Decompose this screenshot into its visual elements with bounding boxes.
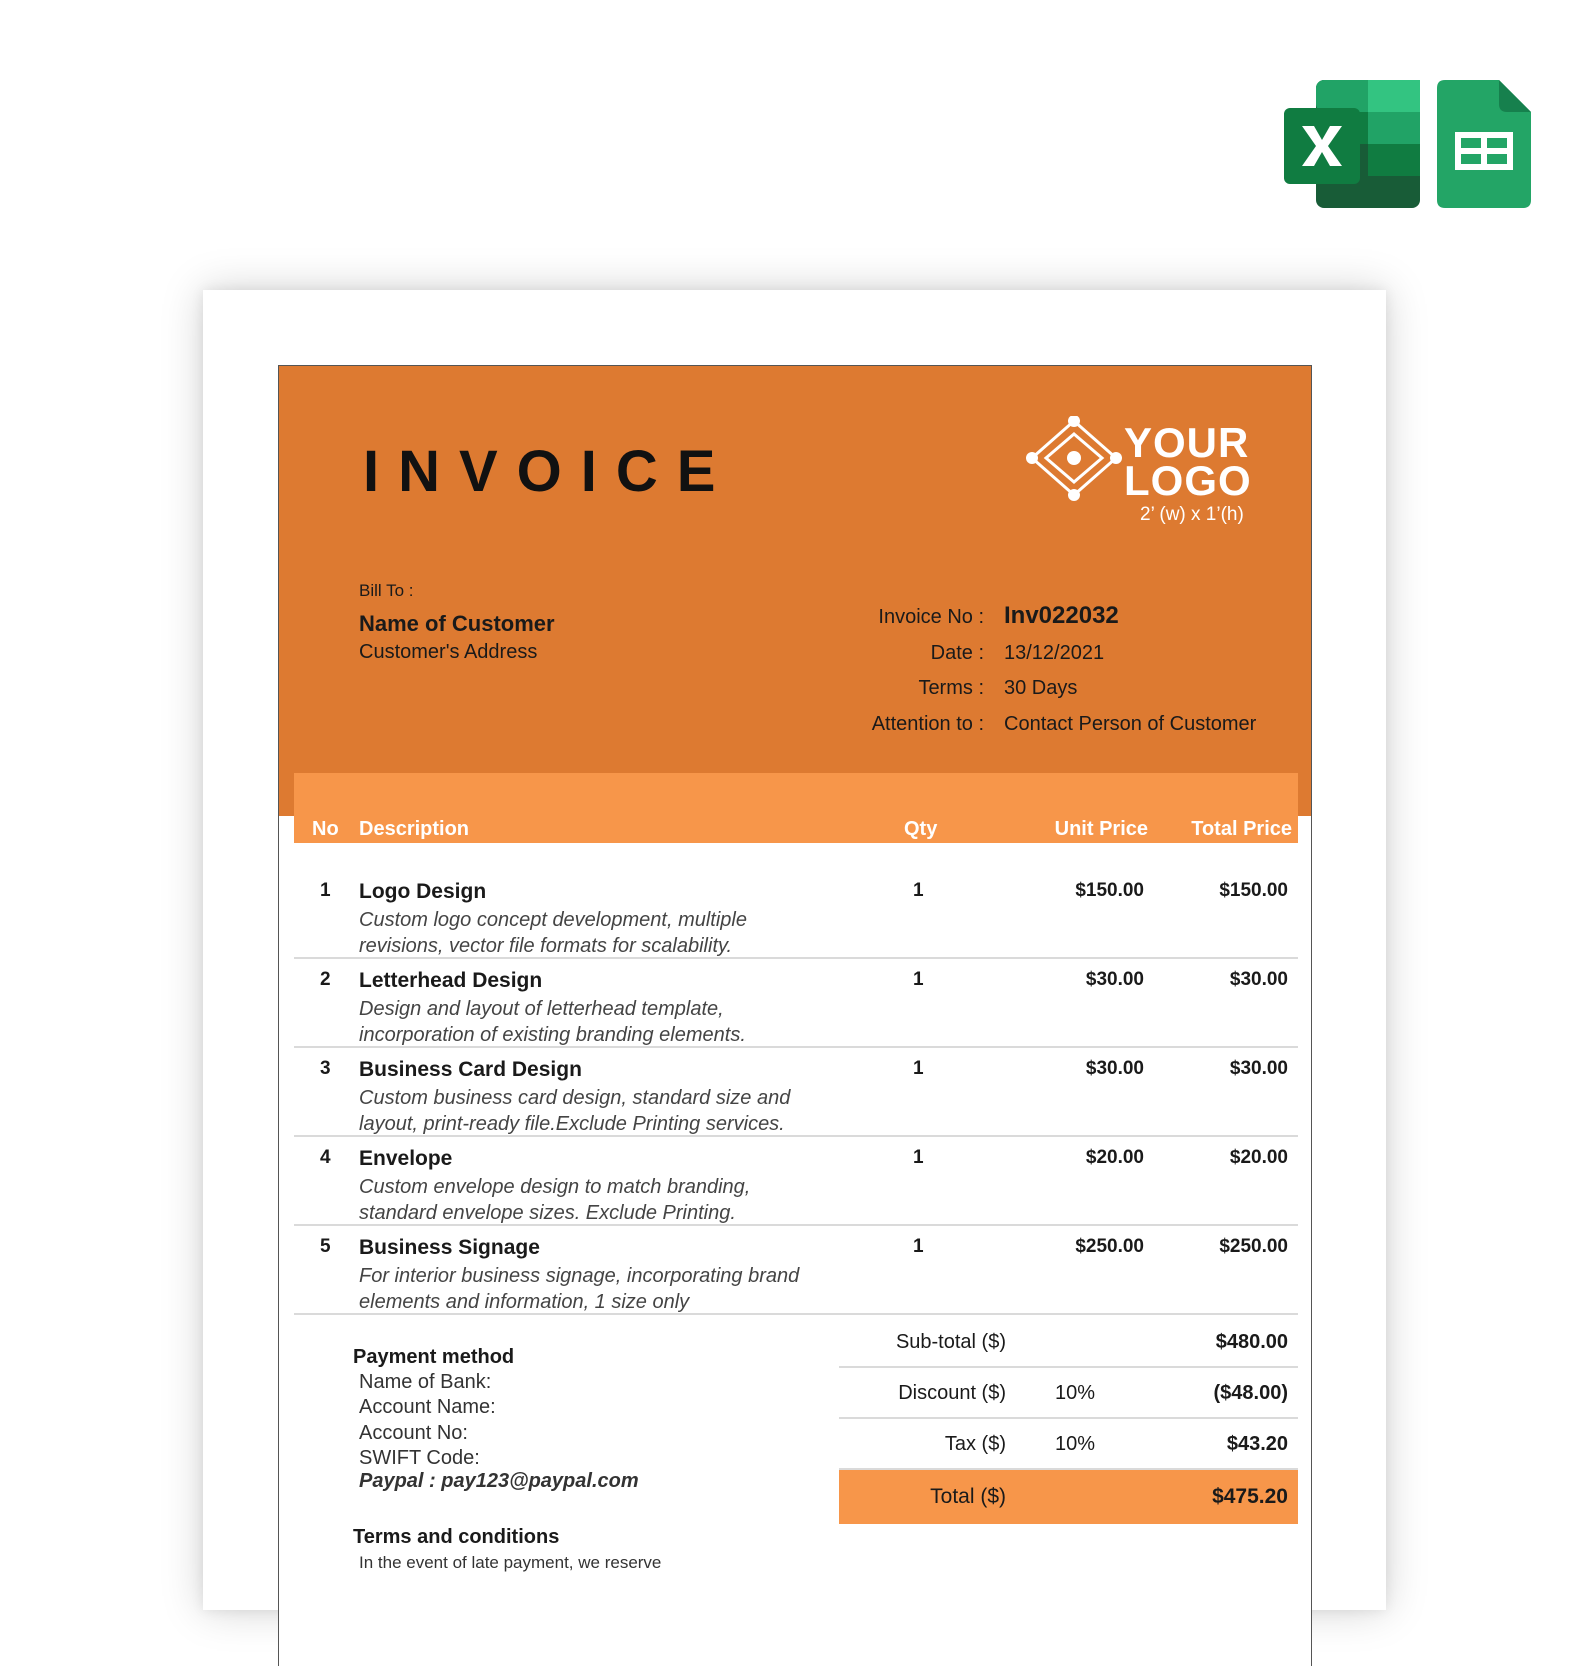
- item-unit-price: $30.00: [1085, 1058, 1144, 1079]
- grand-total-row: [839, 1470, 1298, 1524]
- item-qty: 1: [913, 969, 924, 990]
- excel-icon: [1284, 80, 1420, 208]
- col-unit-price: Unit Price: [1054, 818, 1148, 840]
- subtotal-row: [839, 1316, 1298, 1368]
- tax-amount: $43.20: [1226, 1433, 1288, 1455]
- invoice-date: 13/12/2021: [1004, 642, 1105, 664]
- bank-name: Name of Bank:: [359, 1371, 492, 1393]
- meta-label: Date :: [930, 642, 984, 664]
- item-unit-price: $30.00: [1085, 969, 1144, 990]
- paypal-address: Paypal : pay123@paypal.com: [359, 1470, 639, 1492]
- table-row: [294, 957, 1298, 1048]
- swift-code: SWIFT Code:: [359, 1447, 480, 1469]
- item-description: [359, 1263, 829, 1315]
- item-description-line: Custom envelope design to match branding,: [359, 1176, 751, 1198]
- tax-percent: 10%: [1055, 1433, 1096, 1455]
- meta-label: Attention to :: [871, 713, 984, 735]
- subtotal-label: Sub-total ($): [895, 1331, 1006, 1353]
- app-icons: [1284, 80, 1544, 210]
- invoice-number: Inv022032: [1004, 602, 1119, 629]
- item-name: Business Signage: [359, 1236, 540, 1259]
- invoice-title: INVOICE: [363, 439, 735, 504]
- item-no: 5: [320, 1236, 331, 1257]
- discount-label: Discount ($): [898, 1382, 1006, 1404]
- item-description: [359, 1174, 829, 1226]
- item-description-line: Custom logo concept development, multiple: [359, 909, 747, 931]
- meta-attention: [799, 713, 1299, 743]
- table-header: [294, 773, 1298, 843]
- table-row: [294, 1046, 1298, 1137]
- meta-label: Invoice No :: [878, 606, 984, 628]
- item-name: Envelope: [359, 1147, 453, 1170]
- attention-to: Contact Person of Customer: [1004, 713, 1257, 735]
- item-unit-price: $20.00: [1085, 1147, 1144, 1168]
- col-description: Description: [359, 818, 470, 840]
- item-description-line: elements and information, 1 size only: [359, 1291, 690, 1313]
- item-qty: 1: [913, 1058, 924, 1079]
- account-name: Account Name:: [359, 1396, 496, 1418]
- invoice-page: [203, 290, 1386, 1610]
- logo-line-1: YOUR: [1124, 419, 1250, 466]
- table-row: [294, 1224, 1298, 1315]
- bill-to-label: Bill To :: [359, 581, 414, 600]
- col-qty: Qty: [904, 818, 938, 840]
- item-description: [359, 996, 829, 1048]
- table-row: [294, 868, 1298, 959]
- customer-address: Customer's Address: [359, 641, 538, 663]
- item-description-line: incorporation of existing branding elements.: [359, 1024, 746, 1046]
- total-amount: $475.20: [1212, 1485, 1288, 1508]
- logo-size-note: 2’ (w) x 1’(h): [1140, 504, 1244, 525]
- item-no: 1: [320, 880, 331, 901]
- terms-text: In the event of late payment, we reserve: [359, 1553, 662, 1572]
- item-no: 3: [320, 1058, 331, 1079]
- customer-name: Name of Customer: [359, 611, 555, 636]
- discount-amount: ($48.00): [1213, 1382, 1288, 1404]
- item-total-price: $250.00: [1219, 1236, 1288, 1257]
- item-description-line: revisions, vector file formats for scalability.: [359, 935, 733, 957]
- item-total-price: $150.00: [1219, 880, 1288, 901]
- terms-title: Terms and conditions: [353, 1526, 560, 1548]
- table-row: [294, 1135, 1298, 1226]
- item-qty: 1: [913, 880, 924, 901]
- item-description: [359, 1085, 829, 1137]
- item-name: Logo Design: [359, 880, 487, 903]
- item-no: 2: [320, 969, 331, 990]
- tax-label: Tax ($): [944, 1433, 1006, 1455]
- meta-label: Terms :: [918, 677, 984, 699]
- item-qty: 1: [913, 1147, 924, 1168]
- meta-invoice-no: [799, 602, 1299, 636]
- subtotal-amount: $480.00: [1215, 1331, 1288, 1353]
- payment-method-title: Payment method: [353, 1346, 515, 1368]
- meta-date: [799, 642, 1299, 672]
- item-total-price: $30.00: [1229, 1058, 1288, 1079]
- item-description: [359, 907, 829, 959]
- item-unit-price: $150.00: [1075, 880, 1144, 901]
- tax-row: [839, 1418, 1298, 1470]
- item-description-line: layout, print-ready file.Exclude Printing services.: [359, 1113, 785, 1135]
- col-total-price: Total Price: [1191, 818, 1292, 840]
- col-no: No: [312, 818, 339, 840]
- google-sheets-icon: [1437, 80, 1531, 208]
- meta-terms: [799, 677, 1299, 707]
- item-description-line: For interior business signage, incorporating brand: [359, 1265, 800, 1287]
- logo-line-2: LOGO: [1124, 457, 1252, 504]
- logo-mark-icon: [1024, 416, 1124, 506]
- item-total-price: $20.00: [1229, 1147, 1288, 1168]
- item-description-line: standard envelope sizes. Exclude Printing.: [359, 1202, 736, 1224]
- item-name: Letterhead Design: [359, 969, 543, 992]
- invoice-terms: 30 Days: [1004, 677, 1078, 699]
- account-no: Account No:: [359, 1422, 468, 1444]
- discount-row: [839, 1367, 1298, 1419]
- item-unit-price: $250.00: [1075, 1236, 1144, 1257]
- company-logo: [1024, 416, 1284, 526]
- item-description-line: Custom business card design, standard size and: [359, 1087, 791, 1109]
- item-qty: 1: [913, 1236, 924, 1257]
- item-no: 4: [320, 1147, 331, 1168]
- logo-text: [1124, 419, 1252, 504]
- discount-percent: 10%: [1055, 1382, 1096, 1404]
- item-description-line: Design and layout of letterhead template,: [359, 998, 724, 1020]
- total-label: Total ($): [930, 1485, 1006, 1508]
- item-name: Business Card Design: [359, 1058, 582, 1081]
- item-total-price: $30.00: [1229, 969, 1288, 990]
- invoice-sheet: [278, 365, 1312, 1666]
